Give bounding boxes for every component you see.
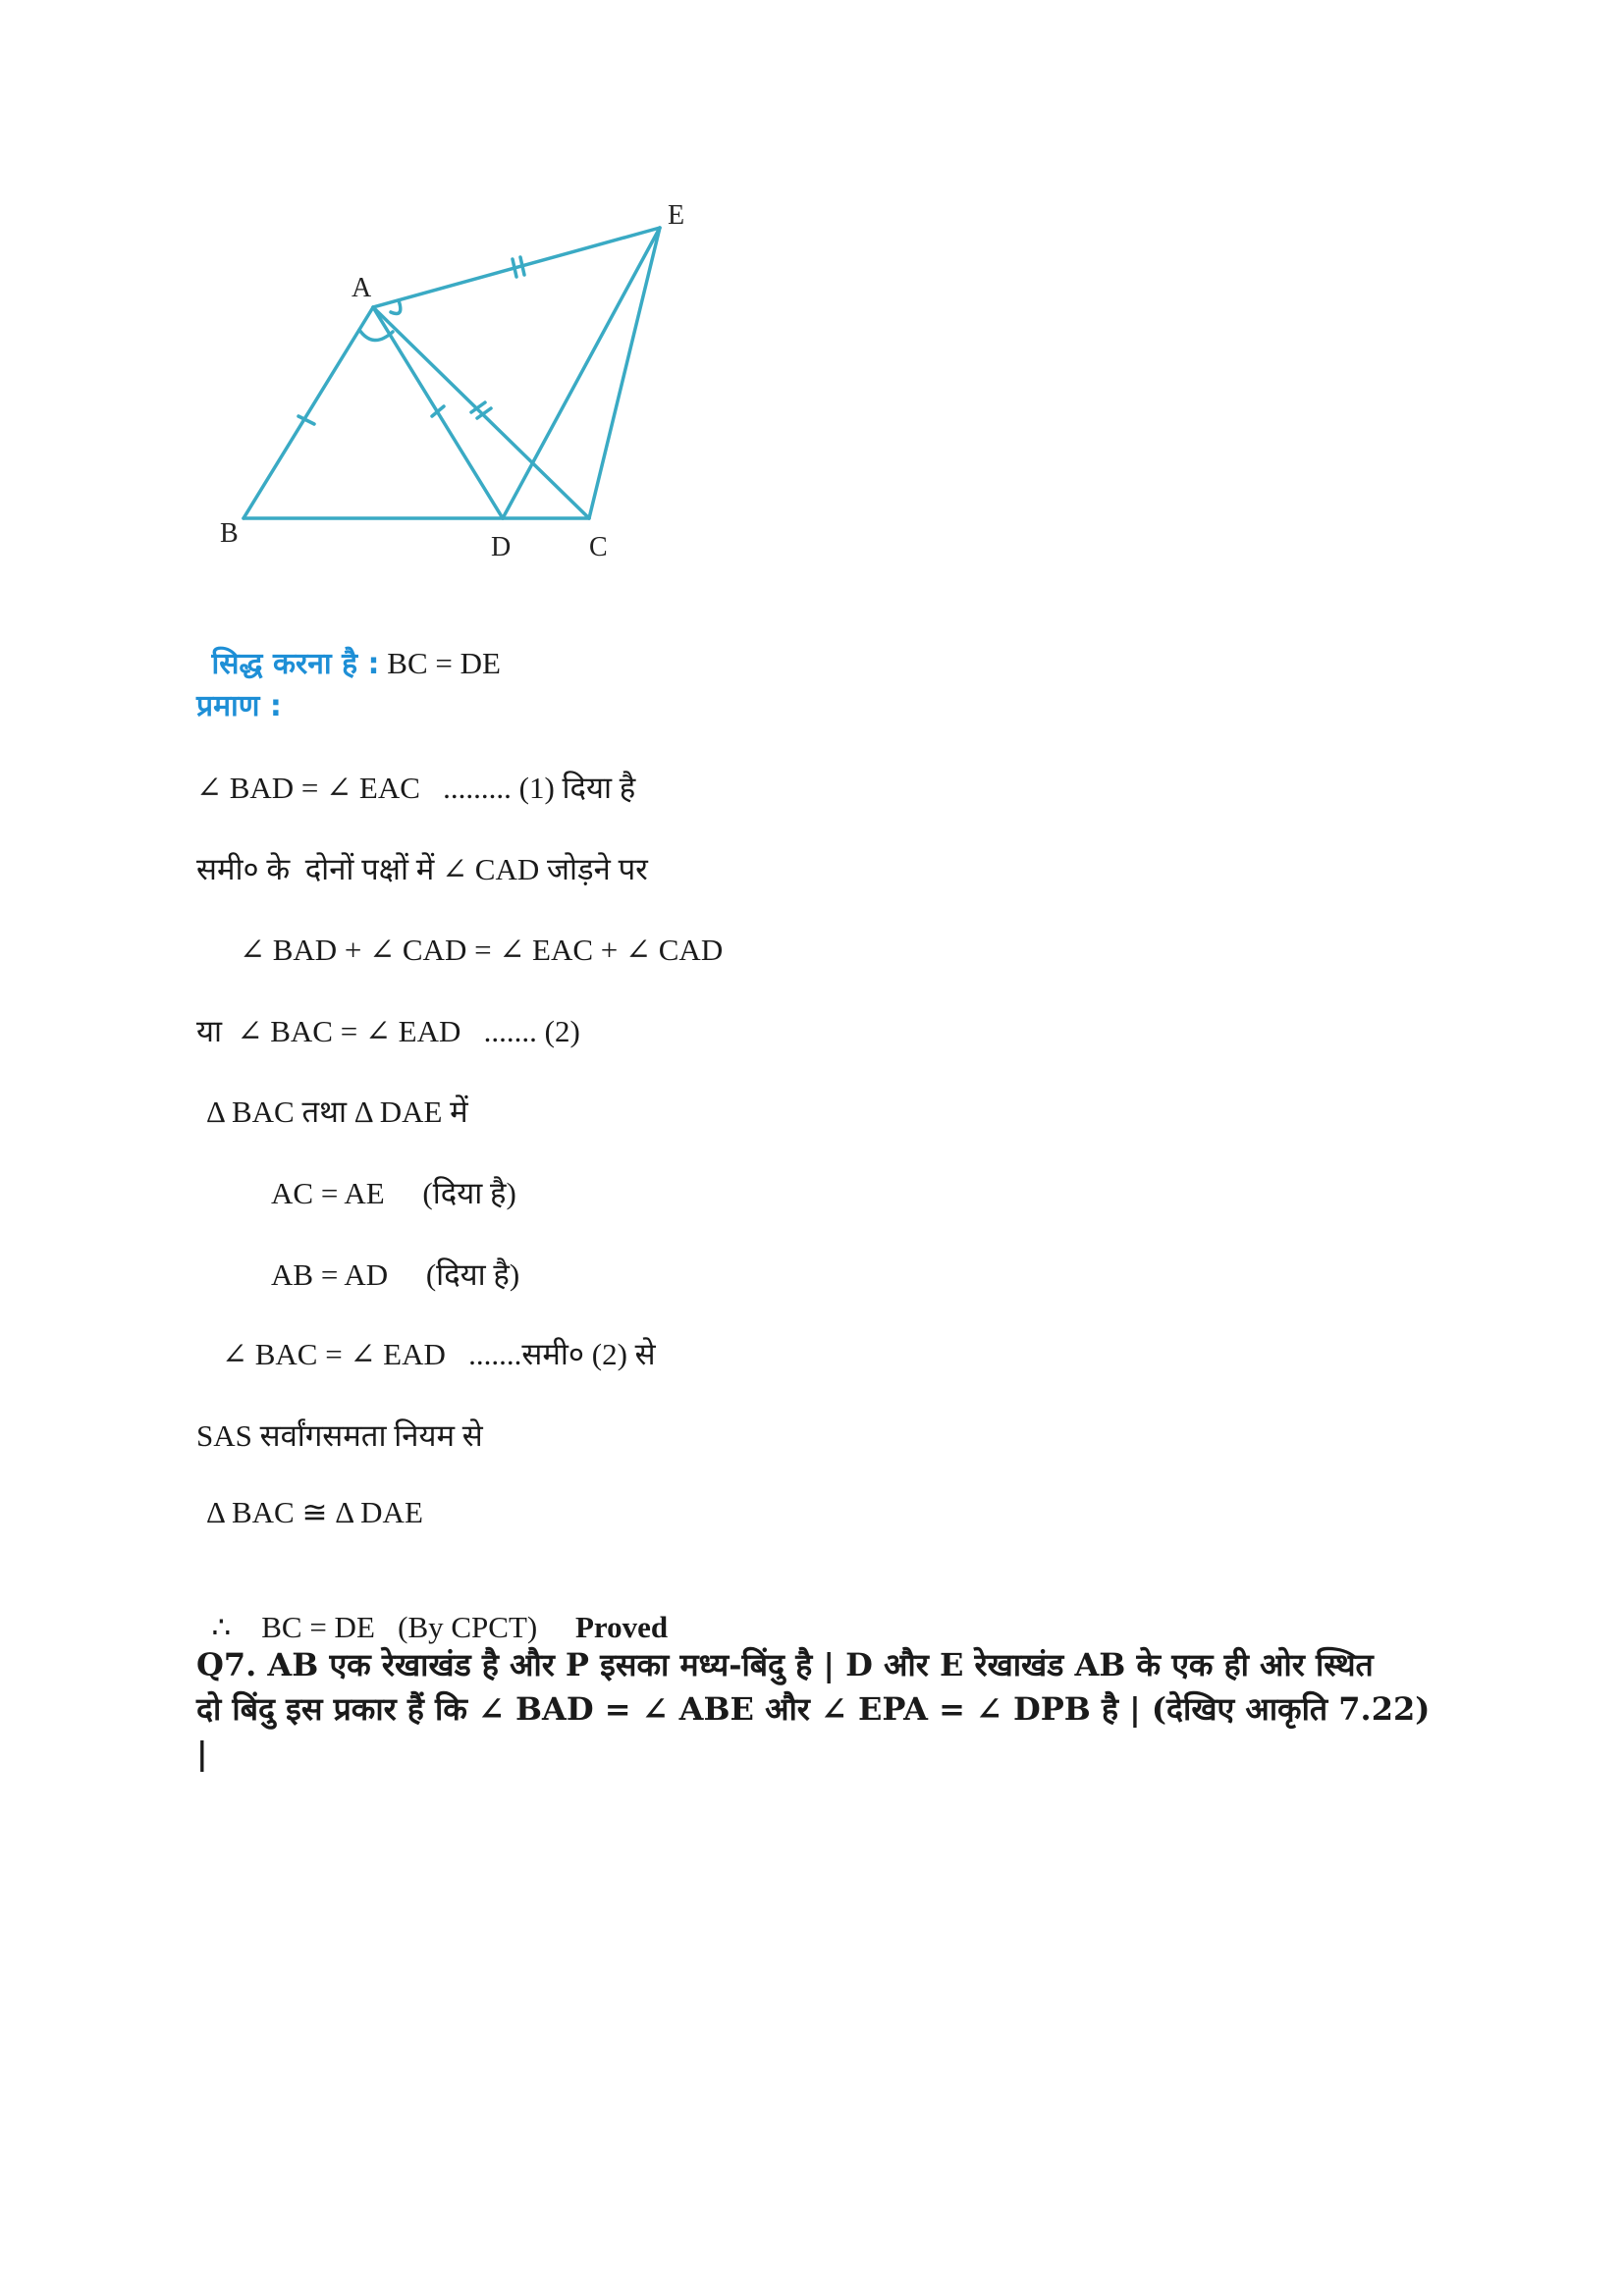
proved-label: Proved <box>575 1610 669 1644</box>
step-4: या ∠ BAC = ∠ EAD ....... (2) <box>196 1014 580 1048</box>
step-6: AC = AE (दिया है) <box>271 1176 516 1210</box>
step-2: समी० के दोनों पक्षों में ∠ CAD जोड़ने पर <box>196 852 648 886</box>
step-7: AB = AD (दिया है) <box>271 1257 520 1292</box>
label-d: D <box>491 532 512 562</box>
conclusion <box>196 1569 668 1647</box>
to-prove-text: BC = DE <box>387 646 501 680</box>
label-b: B <box>220 518 239 549</box>
tick-ae-1 <box>513 259 516 277</box>
segment-ab <box>243 307 373 518</box>
question-q7 <box>196 1643 1434 1776</box>
step-10: Δ BAC ≅ Δ DAE <box>206 1495 423 1529</box>
step-5: Δ BAC तथा Δ DAE में <box>206 1095 468 1129</box>
triangle-figure <box>0 0 1623 589</box>
label-c: C <box>589 532 608 562</box>
segment-ac <box>373 307 589 518</box>
step-9: SAS सर्वांगसमता नियम से <box>196 1418 483 1453</box>
proof-heading: प्रमाण : <box>196 689 282 723</box>
step-3: ∠ BAD + ∠ CAD = ∠ EAC + ∠ CAD <box>240 933 724 967</box>
tick-ae-2 <box>520 257 524 275</box>
to-prove <box>196 605 501 684</box>
to-prove-label: सिद्ध करना है : <box>211 647 380 681</box>
question-line-2: दो बिंदु इस प्रकार हैं कि ∠ BAD = ∠ ABE और ∠ EPA = ∠ DPB है | (देखिए आकृति 7.22) | <box>196 1690 1431 1772</box>
question-line-1: Q7. AB एक रेखाखंड है और P इसका मध्य-बिंदु है | D और E रेखाखंड AB के एक ही ओर स्थित <box>196 1646 1374 1683</box>
label-e: E <box>668 200 685 231</box>
segment-ec <box>589 228 660 518</box>
step-8: ∠ BAC = ∠ EAD .......समी० (2) से <box>222 1337 656 1371</box>
step-1: ∠ BAD = ∠ EAC ......... (1) दिया है <box>196 771 636 805</box>
label-a: A <box>352 273 372 303</box>
conclusion-text: ∴ BC = DE (By CPCT) <box>211 1610 538 1644</box>
segment-de <box>503 228 660 518</box>
segment-ae <box>373 228 660 307</box>
